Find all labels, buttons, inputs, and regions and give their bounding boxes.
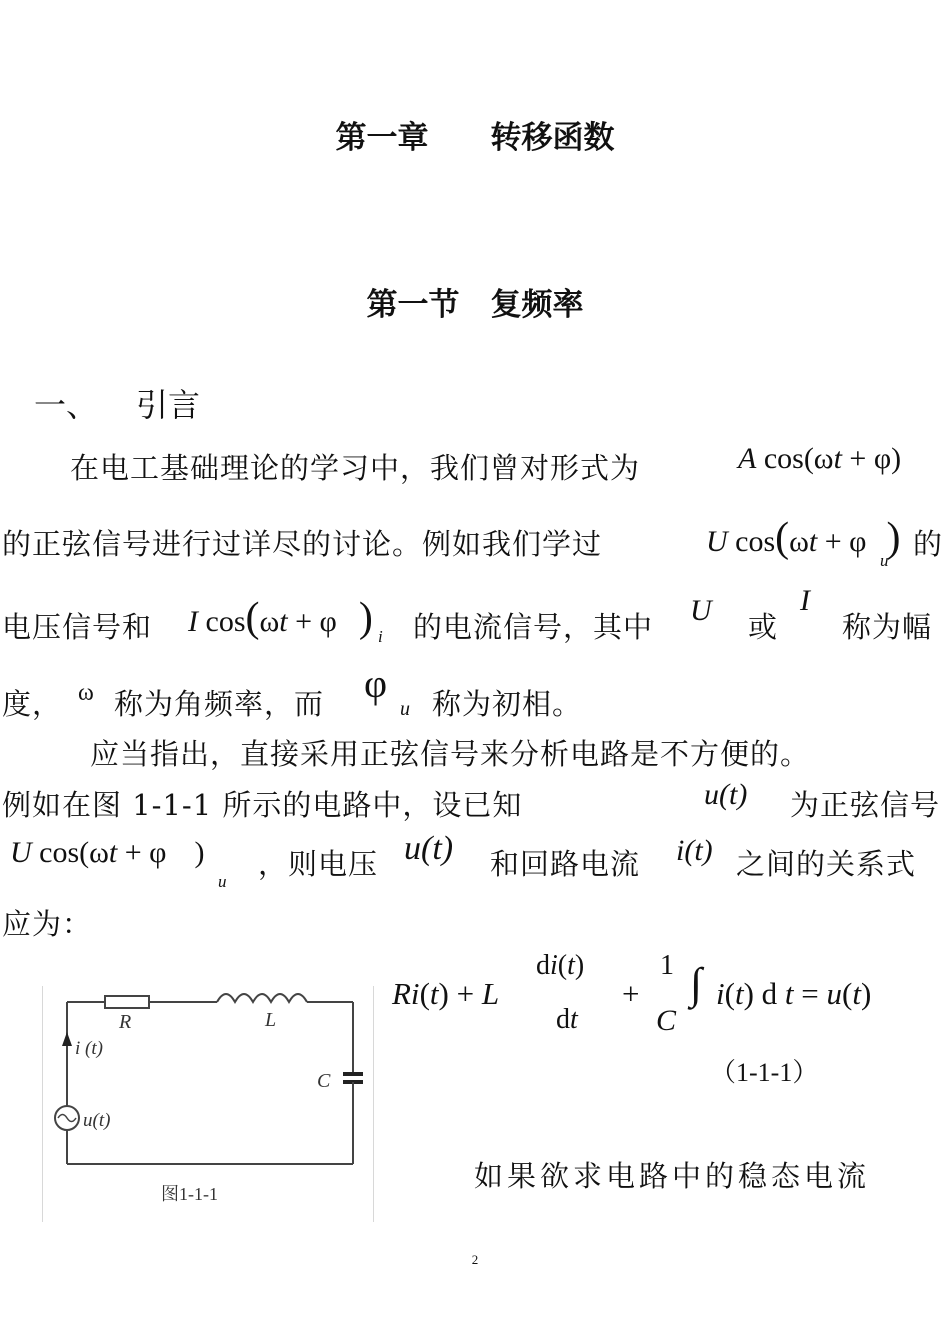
p1-line1-text: 在电工基础理论的学习中，我们曾对形式为 — [70, 451, 641, 485]
equation-frac1-num: di(t) — [536, 950, 585, 981]
subsection-title: 引言 — [136, 386, 201, 424]
p1-line4-text-a: 度， — [2, 687, 63, 721]
resistor-symbol — [105, 996, 149, 1008]
p2-line3-sub: u — [218, 872, 227, 891]
p1-line2-math: U cos(ωt + φ ) — [706, 515, 901, 561]
p1-line3-or: 或 — [748, 610, 779, 644]
p1-line4-omega: ω — [78, 680, 94, 706]
p2-line2-text-b: 为正弦信号 — [790, 788, 941, 822]
p1-line2-text-a: 的正弦信号进行过详尽的讨论。例如我们学过 — [2, 527, 603, 561]
equation-frac2-num: 1 — [660, 950, 674, 981]
p2-line1: 应当指出，直接采用正弦信号来分析电路是不方便的。 — [90, 737, 811, 771]
chapter-title: 第一章 转移函数 — [335, 120, 615, 156]
p3-line: 如果欲求电路中的稳态电流 — [474, 1159, 871, 1193]
page-number: 2 — [471, 1252, 479, 1267]
integral-sign: ∫ — [690, 959, 703, 1008]
p1-line3-I: I — [800, 584, 810, 617]
sine-wave-icon — [58, 1115, 76, 1122]
section-title: 第一节 复频率 — [366, 287, 584, 323]
p1-line4-phi: φ — [364, 661, 388, 706]
p2-line3-text-a: ，则电压 — [258, 847, 379, 881]
figure-caption: 图1-1-1 — [161, 1184, 218, 1204]
p1-line3-math: I cos(ωt + φ ) — [188, 595, 373, 641]
equation-plus: + — [622, 976, 640, 1011]
equation-frac2-den: C — [656, 1004, 677, 1037]
p1-line3-text-b: 的电流信号，其中 — [413, 610, 654, 644]
p1-line3-text-c: 称为幅 — [842, 610, 933, 644]
equation-frac1-den: dt — [556, 1004, 578, 1035]
label-R: R — [119, 1011, 132, 1033]
p2-line3-math: U cos(ωt + φ ) — [10, 836, 205, 869]
label-i: i (t) — [75, 1038, 103, 1059]
subsection-number: 一、 — [34, 386, 99, 424]
inductor-symbol — [217, 994, 307, 1002]
p2-line3-i: i(t) — [676, 834, 713, 867]
label-L: L — [265, 1009, 277, 1031]
equation-left: Ri(t) + L — [392, 976, 500, 1011]
rlc-circuit-diagram — [43, 986, 373, 1222]
p1-line3-sub: i — [378, 627, 383, 646]
circuit-figure — [42, 986, 374, 1222]
p1-line2-text-b: 的 — [913, 527, 944, 561]
current-arrow-icon — [62, 1032, 72, 1046]
p2-line3-text-b: 和回路电流 — [490, 847, 641, 881]
p1-line3-U: U — [690, 594, 712, 627]
label-u: u(t) — [83, 1110, 111, 1131]
equation-right: i(t) d t = u(t) — [716, 976, 872, 1011]
p1-line1-math: A cos(ωt + φ) — [738, 442, 902, 475]
equation-number: （1-1-1） — [710, 1058, 819, 1087]
p1-line2-sub: u — [880, 551, 889, 570]
p2-line3-text-c: 之间的关系式 — [736, 847, 917, 881]
p2-line3-u: u(t) — [404, 830, 454, 867]
p1-line4-text-c: 称为初相。 — [432, 687, 583, 721]
p2-line2-math: u(t) — [704, 778, 748, 811]
p2-line4: 应为： — [2, 907, 93, 941]
label-C: C — [317, 1070, 331, 1092]
p2-line2-text-a: 例如在图 1-1-1 所示的电路中，设已知 — [2, 788, 523, 822]
p1-line4-sub: u — [400, 698, 410, 720]
p1-line4-text-b: 称为角频率，而 — [114, 687, 325, 721]
p1-line3-text-a: 电压信号和 — [2, 610, 153, 644]
